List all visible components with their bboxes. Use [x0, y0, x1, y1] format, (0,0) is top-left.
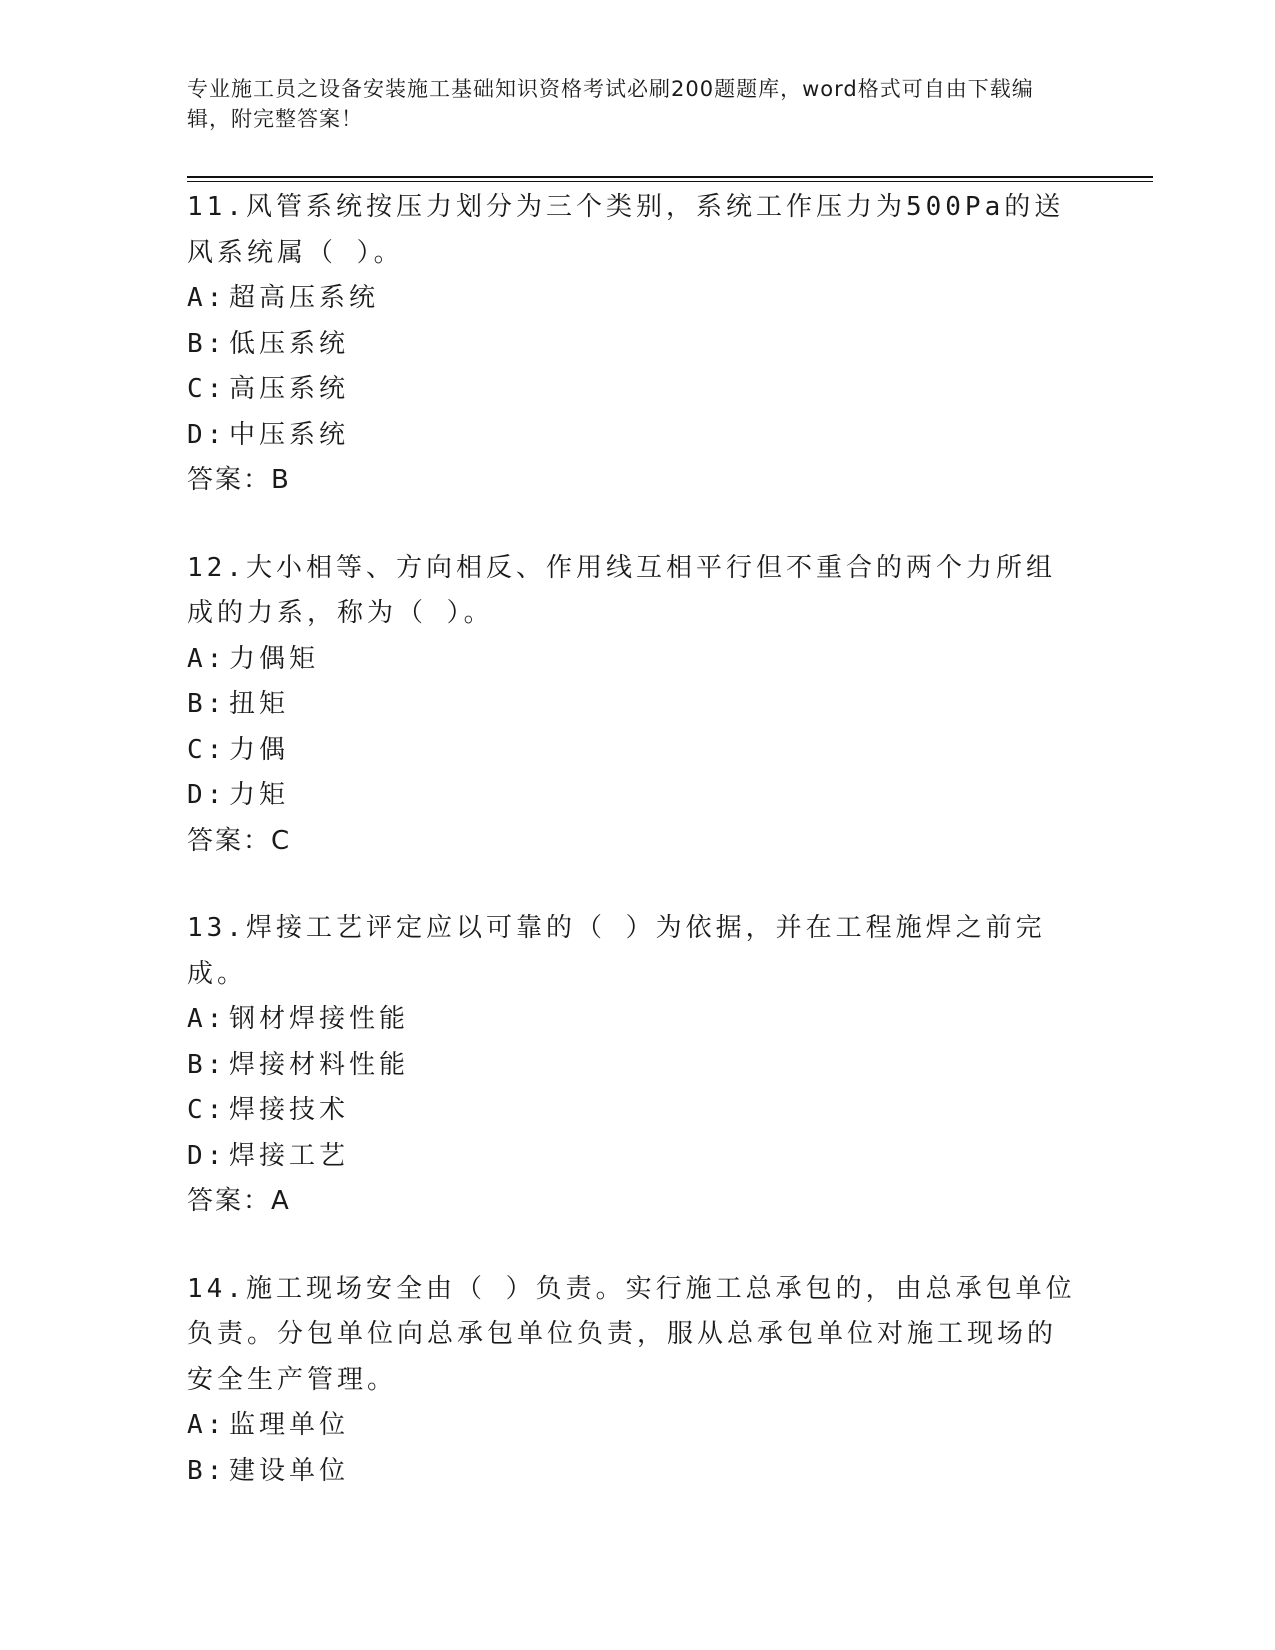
question-13: [187, 906, 1077, 1225]
option-key: C:: [187, 1095, 227, 1125]
option-key: D:: [187, 780, 227, 810]
option-d: [187, 1134, 1077, 1180]
question-12: [187, 546, 1077, 865]
option-a: [187, 276, 1077, 322]
option-key: C:: [187, 734, 227, 765]
option-key: C:: [187, 374, 227, 404]
option-key: A:: [187, 643, 227, 674]
option-text: 焊接工艺: [229, 1140, 350, 1171]
option-text: 焊接技术: [229, 1095, 350, 1125]
option-text: 高压系统: [229, 374, 350, 404]
question-stem: 12.大小相等、方向相反、作用线互相平行但不重合的两个力所组成的力系，称为（ ）。: [187, 552, 1056, 628]
question-spacer: [187, 504, 1077, 546]
option-text: 低压系统: [229, 328, 350, 359]
option-key: D:: [187, 1140, 227, 1171]
document-header: 专业施工员之设备安装施工基础知识资格考试必刷200题题库，word格式可自由下载编辑，附完整答案！: [187, 77, 1034, 131]
option-text: 建设单位: [229, 1455, 350, 1486]
option-text: 超高压系统: [229, 283, 380, 313]
option-b: [187, 682, 1077, 728]
question-stem: 13.焊接工艺评定应以可靠的（ ）为依据，并在工程施焊之前完成。: [187, 913, 1046, 989]
question-stem: 14.施工现场安全由（ ）负责。实行施工总承包的，由总承包单位负责。分包单位向总承包单位负责，服从总承包单位对施工现场的安全生产管理。: [187, 1273, 1076, 1395]
option-key: B:: [187, 689, 227, 719]
option-text: 扭矩: [229, 689, 290, 719]
option-a: [187, 1403, 1077, 1449]
answer-line: 答案：B: [187, 465, 291, 495]
option-c: [187, 728, 1077, 774]
question-stem: 11.风管系统按压力划分为三个类别，系统工作压力为500Pa的送风系统属（ ）。: [187, 192, 1065, 268]
header-divider-thin: [187, 181, 1153, 182]
option-key: B:: [187, 328, 227, 359]
option-d: [187, 773, 1077, 819]
option-b: [187, 322, 1077, 368]
question-list: [187, 185, 1077, 1494]
option-text: 焊接材料性能: [229, 1049, 410, 1080]
question-spacer: [187, 864, 1077, 906]
option-c: [187, 367, 1077, 413]
option-a: [187, 997, 1077, 1043]
option-key: D:: [187, 419, 227, 450]
option-key: B:: [187, 1455, 227, 1486]
option-key: A:: [187, 1004, 227, 1034]
option-b: [187, 1449, 1077, 1495]
option-d: [187, 413, 1077, 459]
option-b: [187, 1043, 1077, 1089]
option-text: 钢材焊接性能: [229, 1004, 410, 1034]
option-c: [187, 1088, 1077, 1134]
option-key: A:: [187, 1410, 227, 1440]
option-a: [187, 637, 1077, 683]
answer-line: 答案：A: [187, 1186, 291, 1216]
option-text: 力偶: [229, 734, 290, 765]
answer-line: 答案：C: [187, 825, 292, 856]
option-text: 力偶矩: [229, 643, 320, 674]
question-14: [187, 1267, 1077, 1495]
option-text: 中压系统: [229, 419, 350, 450]
question-spacer: [187, 1225, 1077, 1267]
header-divider-thick: [187, 176, 1153, 178]
question-11: [187, 185, 1077, 504]
option-key: A:: [187, 283, 227, 313]
option-text: 力矩: [229, 780, 290, 810]
option-text: 监理单位: [229, 1410, 350, 1440]
option-key: B:: [187, 1049, 227, 1080]
